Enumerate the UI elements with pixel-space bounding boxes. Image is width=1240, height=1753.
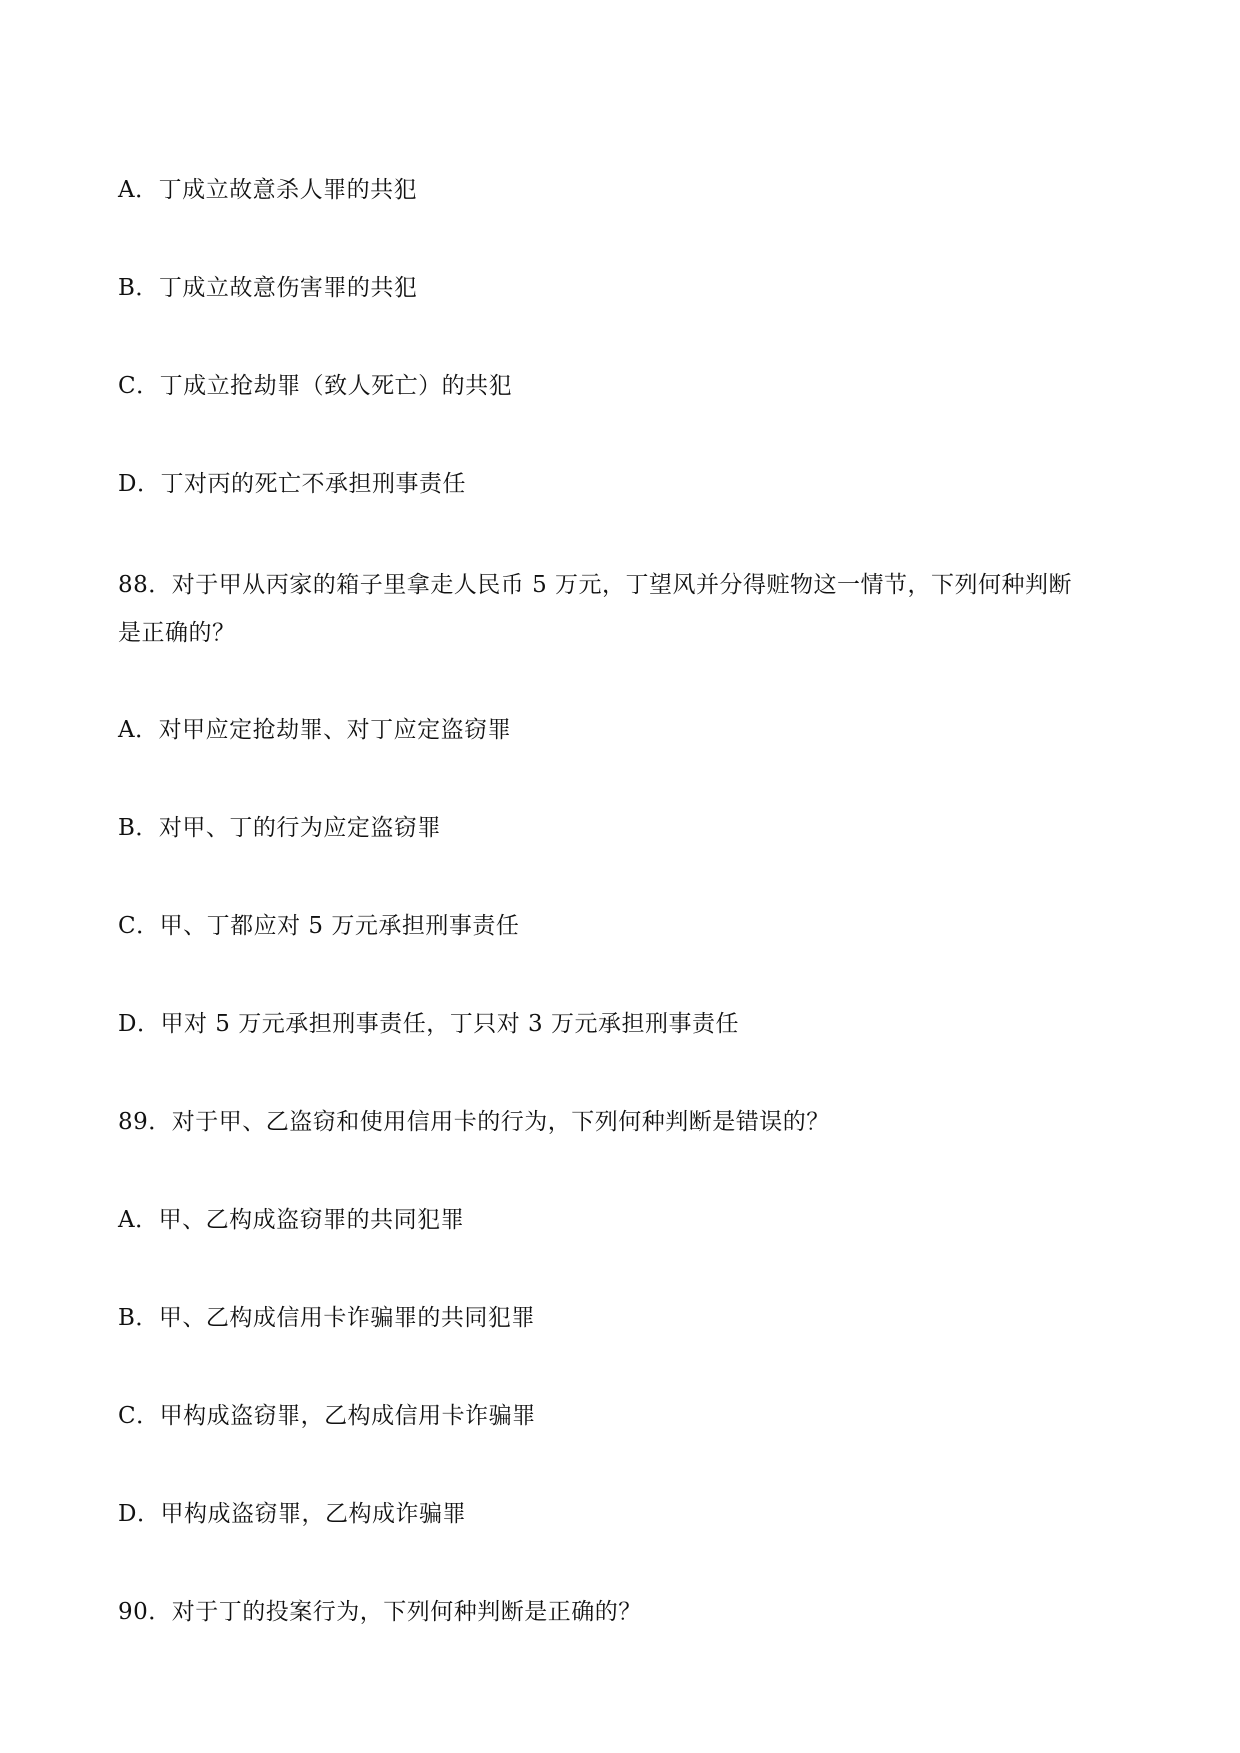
q88-stem: 88．对于甲从丙家的箱子里拿走人民币 5 万元，丁望风并分得赃物这一情节，下列何种判断 (118, 572, 1073, 598)
q89-option-b: B．甲、乙构成信用卡诈骗罪的共同犯罪 (118, 1305, 535, 1331)
q89-stem: 89．对于甲、乙盗窃和使用信用卡的行为，下列何种判断是错误的？ (118, 1109, 830, 1135)
q89-option-c: C．甲构成盗窃罪，乙构成信用卡诈骗罪 (118, 1403, 536, 1429)
q88-option-b: B．对甲、丁的行为应定盗窃罪 (118, 815, 441, 841)
q88-stem-continued: 是正确的？ (118, 620, 236, 646)
q88-option-d: D．甲对 5 万元承担刑事责任，丁只对 3 万元承担刑事责任 (118, 1011, 739, 1037)
q88-option-c: C．甲、丁都应对 5 万元承担刑事责任 (118, 913, 520, 939)
q90-stem: 90．对于丁的投案行为，下列何种判断是正确的？ (118, 1599, 642, 1625)
q87-option-c: C．丁成立抢劫罪（致人死亡）的共犯 (118, 373, 513, 399)
q89-option-a: A．甲、乙构成盗窃罪的共同犯罪 (118, 1207, 465, 1233)
q87-option-a: A．丁成立故意杀人罪的共犯 (118, 177, 418, 203)
q87-option-d: D．丁对丙的死亡不承担刑事责任 (118, 471, 466, 497)
q89-option-d: D．甲构成盗窃罪，乙构成诈骗罪 (118, 1501, 466, 1527)
q87-option-b: B．丁成立故意伤害罪的共犯 (118, 275, 418, 301)
q88-option-a: A．对甲应定抢劫罪、对丁应定盗窃罪 (118, 717, 512, 743)
